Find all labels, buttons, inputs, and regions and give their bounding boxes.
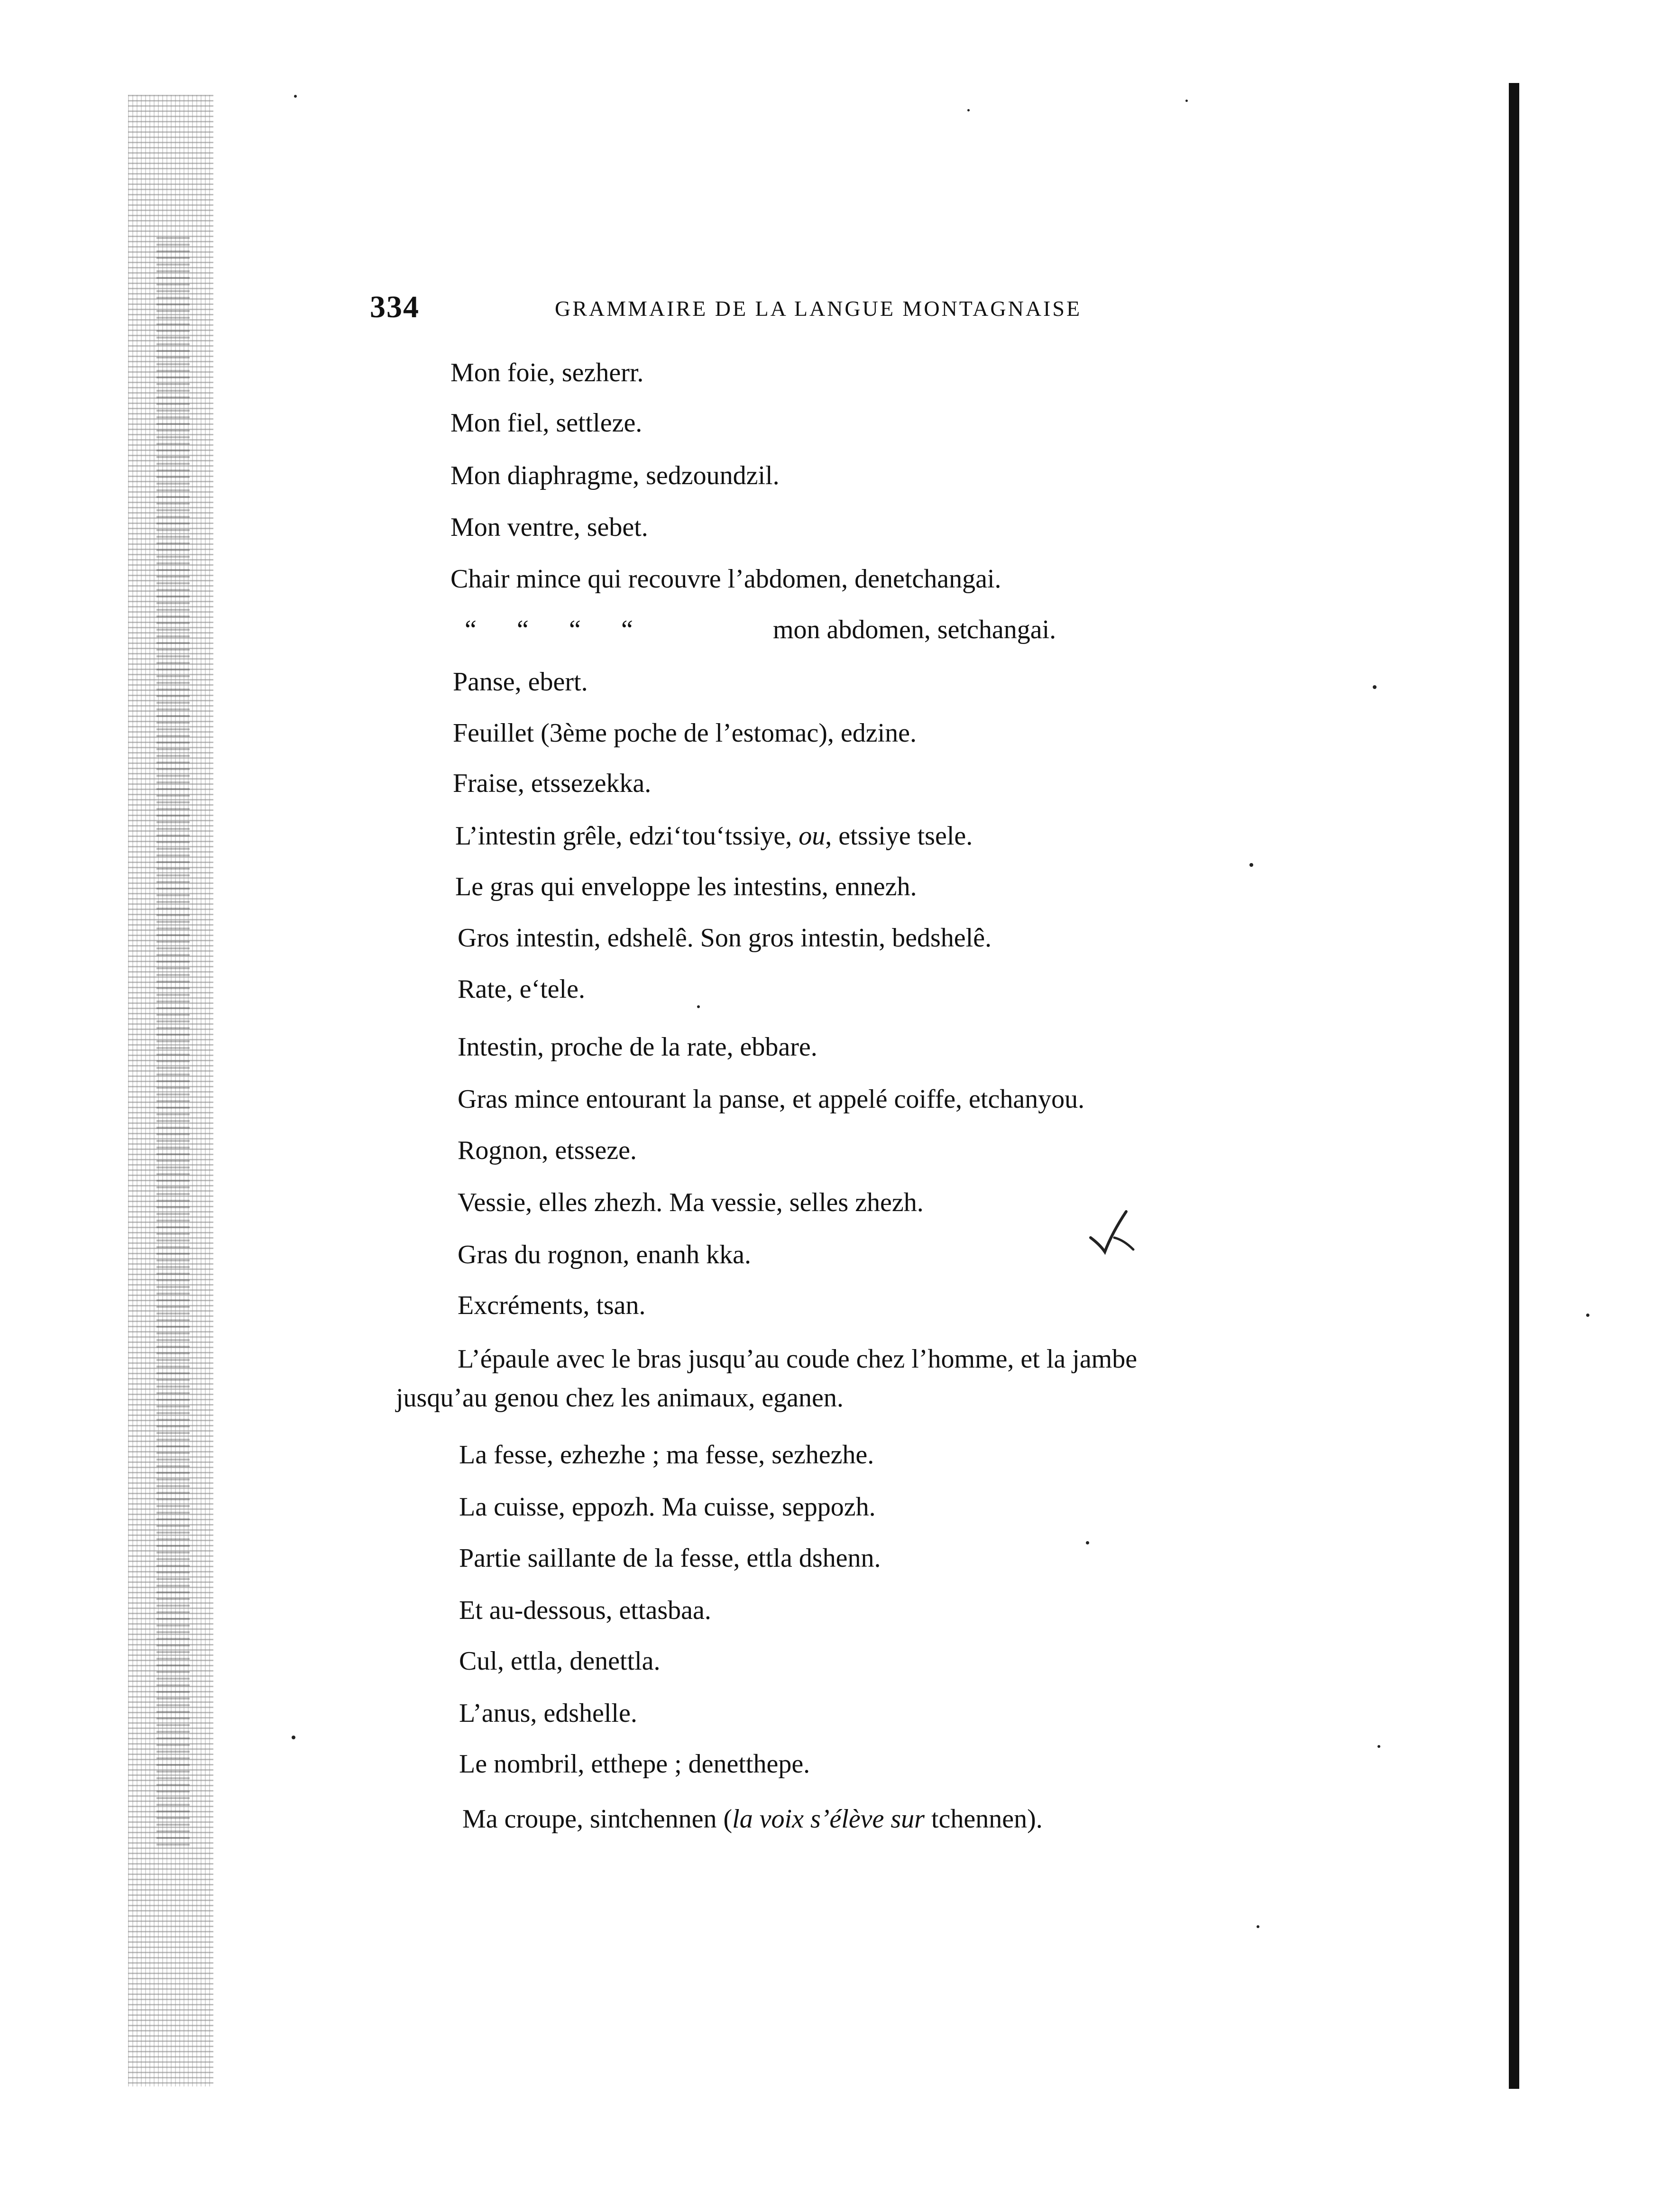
text-line: Rate, e‘tele. (458, 974, 585, 1004)
text-line: mon abdomen, setchangai. (773, 615, 1056, 644)
text-line: Gras mince entourant la panse, et appelé coiffe, etchanyou. (458, 1084, 1085, 1114)
text-segment: L’intestin grêle, edzi‘tou‘tssiye, (455, 821, 792, 851)
text-line: La cuisse, eppozh. Ma cuisse, seppozh. (459, 1492, 876, 1522)
text-line: L’anus, edshelle. (459, 1699, 637, 1728)
scan-speck (1185, 100, 1188, 102)
scan-speck (1249, 863, 1253, 867)
text-line (462, 1806, 1043, 1832)
text-line: L’intestin grêle, edzi‘tou‘tssiye, ou, etssiye tsele. (455, 821, 973, 851)
text-line: Gras du rognon, enanh kka. (458, 1240, 751, 1269)
scan-edge-bar (1509, 83, 1519, 2089)
text-segment-italic: ou (799, 821, 826, 851)
text-line: Panse, ebert. (453, 667, 588, 697)
text-line: Fraise, etssezekka. (453, 769, 652, 798)
text-line: jusqu’au genou chez les animaux, eganen. (396, 1383, 844, 1413)
text-segment: etssiye tsele. (838, 821, 973, 851)
ditto-mark: “ (465, 615, 477, 644)
scan-speck (292, 1736, 295, 1739)
text-line: Rognon, etsseze. (458, 1136, 637, 1165)
text-line: Et au-dessous, ettasbaa. (459, 1596, 711, 1625)
ditto-mark: “ (569, 615, 581, 644)
text-line: Feuillet (3ème poche de l’estomac), edzine. (453, 718, 917, 748)
ditto-mark: “ (621, 615, 633, 644)
text-line: Mon foie, sezherr. (450, 358, 644, 387)
text-line: Partie saillante de la fesse, ettla dshenn. (459, 1544, 881, 1573)
text-line: Cul, ettla, denettla. (459, 1646, 661, 1676)
page-header (370, 289, 1318, 332)
text-line: Chair mince qui recouvre l’abdomen, denetchangai. (450, 564, 1001, 594)
text-line: Mon diaphragme, sedzoundzil. (450, 461, 780, 490)
scan-binding-texture (156, 237, 190, 1849)
text-line: Vessie, elles zhezh. Ma vessie, selles zhezh. (458, 1188, 924, 1217)
page-number: 334 (370, 290, 420, 324)
text-line: Le gras qui enveloppe les intestins, ennezh. (455, 872, 917, 901)
scan-speck (1377, 1745, 1380, 1748)
scan-speck (1586, 1314, 1589, 1317)
text-line: Gros intestin, edshelê. Son gros intestin, bedshelê. (458, 923, 992, 953)
text-line: Excréments, tsan. (458, 1291, 646, 1320)
running-title: GRAMMAIRE DE LA LANGUE MONTAGNAISE (555, 296, 1082, 321)
ditto-mark: “ (517, 615, 529, 644)
text-line: La fesse, ezhezhe ; ma fesse, sezhezhe. (459, 1440, 874, 1470)
scan-speck (967, 109, 970, 111)
text-line: Le nombril, etthepe ; denetthepe. (459, 1749, 810, 1779)
scan-speck (1373, 685, 1377, 689)
scan-speck (697, 1005, 700, 1008)
text-line: L’épaule avec le bras jusqu’au coude chez l’homme, et la jambe (458, 1344, 1138, 1374)
text-segment: tchennen). (931, 1804, 1043, 1834)
handwritten-check-mark (1086, 1204, 1143, 1266)
text-line: Mon ventre, sebet. (450, 513, 648, 542)
text-line: Mon fiel, settleze. (450, 408, 643, 438)
scan-speck (1086, 1541, 1089, 1544)
text-segment: Ma croupe, sintchennen ( (462, 1804, 733, 1834)
ditto-line (465, 616, 1056, 643)
scan-speck (1257, 1925, 1259, 1928)
text-line: Intestin, proche de la rate, ebbare. (458, 1032, 817, 1062)
scan-speck (294, 95, 297, 98)
text-segment-italic: la voix s’élève sur (732, 1804, 925, 1834)
